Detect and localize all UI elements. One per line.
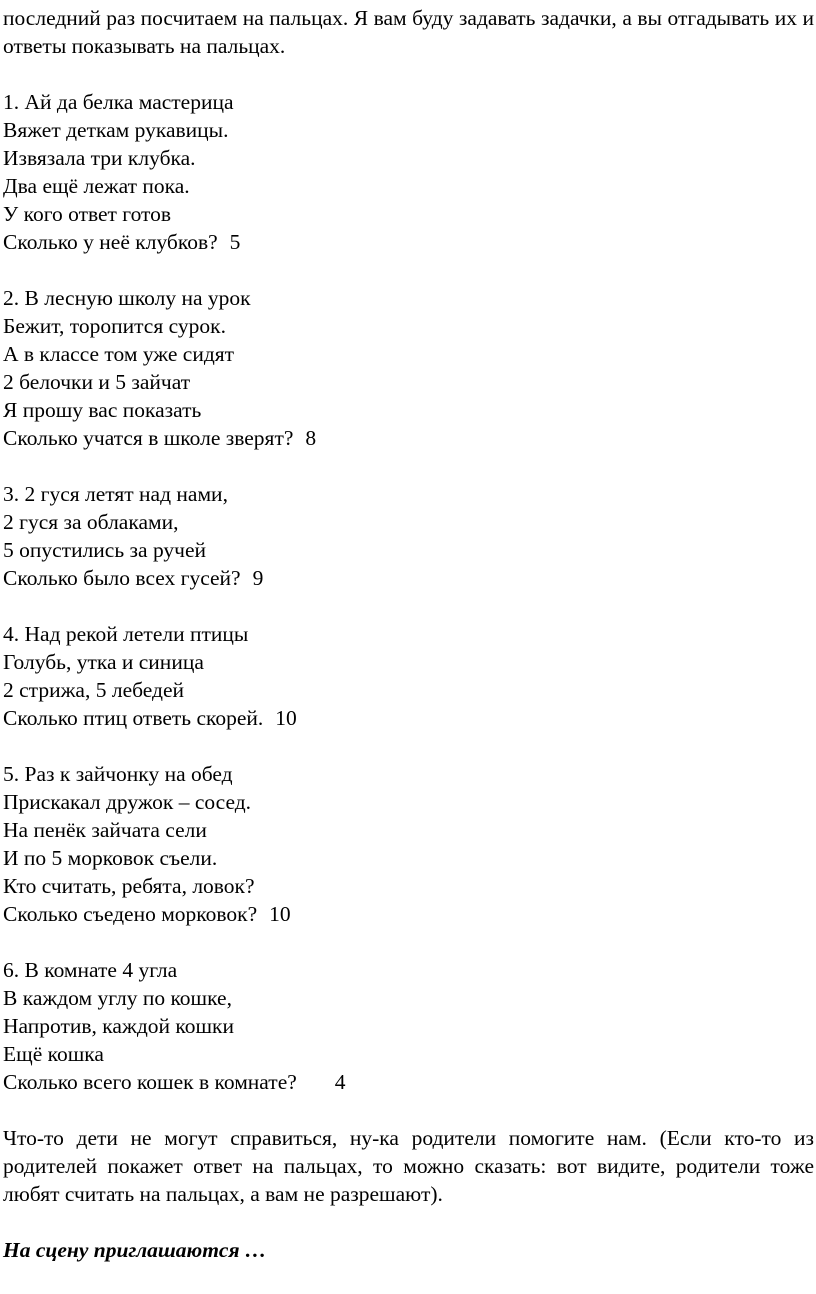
riddle-answer: 5 [229,230,241,254]
riddle-question: Сколько у неё клубков? [3,230,218,254]
riddle-6 [3,956,814,1096]
riddle-question: Сколько съедено морковок? [3,902,258,926]
closing-line: На сцену приглашаются … [3,1238,267,1262]
spacer [3,1096,814,1124]
spacer [3,928,814,956]
riddle-line: Извязала три клубка. [3,146,196,170]
spacer [3,1208,814,1236]
riddle-line: Я прошу вас показать [3,398,202,422]
riddle-line: 2 гуся за облаками, [3,510,179,534]
riddle-question-line [3,424,814,452]
riddle-1 [3,88,814,256]
riddle-question-line [3,704,814,732]
riddle-line: Голубь, утка и синица [3,650,204,674]
riddle-question-line [3,1068,814,1096]
riddle-line: 5. Раз к зайчонку на обед [3,762,233,786]
riddle-line: 5 опустились за ручей [3,538,207,562]
riddle-line: Два ещё лежат пока. [3,174,190,198]
parents-note-paragraph: Что-то дети не могут справиться, ну-ка родители помогите нам. (Если кто-то из родителей покажет ответ на пальцах, то можно сказать: вот видите, родители тоже любят считать на пальцах, а вам не разрешают). [3,1126,814,1206]
riddle-line: А в классе том уже сидят [3,342,235,366]
riddle-line: На пенёк зайчата сели [3,818,207,842]
riddle-2 [3,284,814,452]
riddle-line: 3. 2 гуся летят над нами, [3,482,228,506]
riddle-question: Сколько всего кошек в комнате? [3,1070,297,1094]
riddle-line: 2 стрижа, 5 лебедей [3,678,185,702]
riddle-line: 2. В лесную школу на урок [3,286,251,310]
riddle-line: Вяжет деткам рукавицы. [3,118,229,142]
riddle-line: 2 белочки и 5 зайчат [3,370,191,394]
spacer [3,256,814,284]
riddle-question: Сколько учатся в школе зверят? [3,426,294,450]
riddle-answer: 8 [305,426,317,450]
riddle-question-line [3,564,814,592]
riddle-line: 1. Ай да белка мастерица [3,90,234,114]
riddle-4 [3,620,814,732]
riddle-5 [3,760,814,928]
riddle-answer: 10 [269,902,291,926]
riddle-3 [3,480,814,592]
riddle-line: Кто считать, ребята, ловок? [3,874,255,898]
spacer [3,452,814,480]
riddle-answer: 9 [252,566,264,590]
riddle-line: У кого ответ готов [3,202,172,226]
riddle-line: 4. Над рекой летели птицы [3,622,249,646]
spacer [3,60,814,88]
riddle-line: Ещё кошка [3,1042,104,1066]
riddle-line: Бежит, торопится сурок. [3,314,226,338]
riddle-question-line [3,900,814,928]
spacer [3,592,814,620]
document-page [3,0,814,1264]
riddle-question-line [3,228,814,256]
riddle-line: Напротив, каждой кошки [3,1014,235,1038]
spacer [3,732,814,760]
riddle-line: И по 5 морковок съели. [3,846,218,870]
riddle-question: Сколько было всех гусей? [3,566,241,590]
riddle-line: В каждом углу по кошке, [3,986,232,1010]
riddle-line: 6. В комнате 4 угла [3,958,178,982]
riddle-line: Прискакал дружок – сосед. [3,790,252,814]
riddle-answer: 10 [275,706,297,730]
riddle-answer: 4 [334,1070,346,1094]
intro-paragraph: последний раз посчитаем на пальцах. Я вам буду задавать задачки, а вы отгадывать их и ответы показывать на пальцах. [3,6,814,58]
riddle-question: Сколько птиц ответь скорей. [3,706,264,730]
